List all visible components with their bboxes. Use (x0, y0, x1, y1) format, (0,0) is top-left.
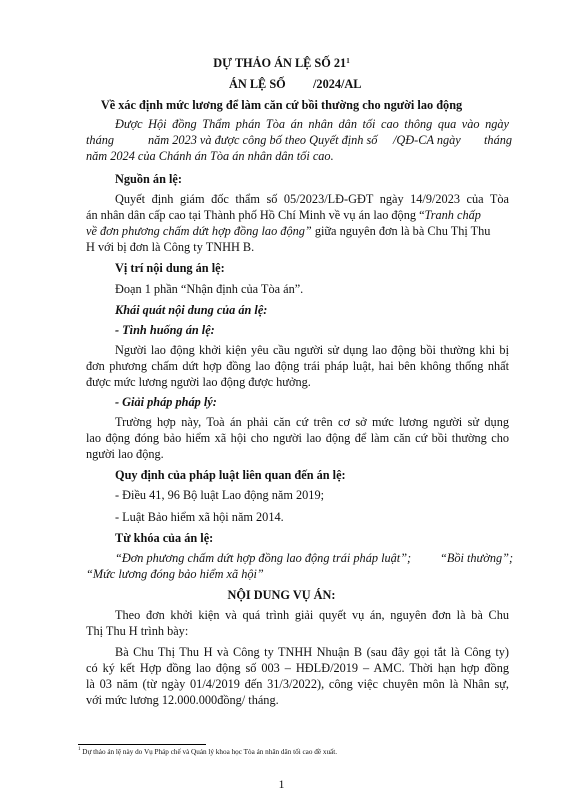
solution-line-1: Trường hợp này, Toà án phải căn cứ trên cơ sở mức lương người sử dụng (115, 415, 509, 429)
case-p2-line-2: có ký kết Hợp đồng lao động số 003 – HĐLĐ/2019 – AMC. Thời hạn hợp đồng (86, 661, 509, 675)
source-line-4: H với bị đơn là Công ty TNHH B. (86, 240, 255, 254)
law-item-1: - Điều 41, 96 Bộ luật Lao động năm 2019; (115, 488, 325, 502)
case-p1-line-1: Theo đơn khởi kiện và quá trình giải quyết vụ án, nguyên đơn là bà Chu (115, 608, 509, 622)
case-p2-line-1: Bà Chu Thị Thu H và Công ty TNHH Nhuận B (sau đây gọi tắt là Công ty) (115, 645, 509, 659)
case-p2-line-4: với mức lương 12.000.000đồng/ tháng. (86, 693, 279, 707)
source-line-1: Quyết định giám đốc thẩm số 05/2023/LĐ-GĐT ngày 14/9/2023 của Tòa (115, 192, 509, 206)
footnote-mark: 1 (78, 747, 81, 752)
draft-title: DỰ THẢO ÁN LỆ SỐ $21^1$ (213, 56, 350, 70)
intro-line-2c: /QĐ-CA ngày (393, 133, 461, 147)
case-p2-line-3: là 03 năm (từ ngày 01/4/2019 đến 31/3/2022), công việc chuyên môn là Nhân sự, (86, 677, 509, 691)
keywords-heading: Từ khóa của án lệ: (115, 531, 214, 545)
precedent-subject: Về xác định mức lương để làm căn cứ bồi thường cho người lao động (100, 98, 463, 112)
source-line-2: án nhân dân cấp cao tại Thành phố Hồ Chí Minh về vụ án lao động “Tranh chấp (86, 208, 481, 222)
situation-line-2: đơn phương chấm dứt hợp đồng lao động trái pháp luật, hai bên không thống nhất (86, 359, 509, 373)
intro-line-2b: năm 2023 và được công bố theo Quyết định số (148, 133, 378, 147)
position-heading: Vị trí nội dung án lệ: (115, 261, 225, 275)
source-heading: Nguồn án lệ: (115, 172, 182, 186)
intro-line-2a: tháng (86, 133, 115, 147)
solution-heading: - Giải pháp pháp lý: (115, 395, 217, 409)
position-text: Đoạn 1 phần “Nhận định của Tòa án”. (115, 282, 304, 296)
situation-line-1: Người lao động khởi kiện yêu cầu người sử dụng lao động bồi thường khi bị (115, 343, 509, 357)
footnote (78, 748, 337, 756)
situation-heading: - Tình huống án lệ: (115, 323, 215, 337)
precedent-number-left: ÁN LỆ SỐ (229, 77, 286, 91)
footnote-text: Dự thảo án lệ này do Vụ Pháp chế và Quản lý khoa học Tòa án nhân dân tối cao đề xuất. (80, 748, 338, 756)
intro-line-2d: tháng (484, 133, 513, 147)
summary-heading: Khái quát nội dung của án lệ: (115, 303, 268, 317)
source-line-3: về đơn phương chấm dứt hợp đồng lao động” giữa nguyên đơn là bà Chu Thị Thu (86, 224, 491, 238)
law-heading: Quy định của pháp luật liên quan đến án lệ: (115, 468, 346, 482)
keyword-3: “Mức lương đóng bảo hiểm xã hội” (86, 567, 264, 581)
case-p1-line-2: Thị Thu H trình bày: (86, 624, 189, 638)
footnote-ref: 1 (346, 57, 350, 65)
precedent-number-right: /2024/AL (313, 77, 362, 91)
keyword-1: “Đơn phương chấm dứt hợp đồng lao động trái pháp luật”; (115, 551, 412, 565)
keyword-2: “Bồi thường”; (440, 551, 514, 565)
situation-line-3: được mức lương người lao động được hưởng. (86, 375, 311, 389)
solution-line-3: người lao động. (86, 447, 164, 461)
intro-line-3: năm 2024 của Chánh án Tòa án nhân dân tối cao. (86, 149, 334, 163)
footnote-divider (78, 744, 206, 745)
page-number: 1 (278, 777, 285, 791)
case-heading: NỘI DUNG VỤ ÁN: (227, 588, 336, 602)
solution-line-2: lao động đóng bảo hiểm xã hội cho người lao động để làm căn cứ bồi thường cho (86, 431, 509, 445)
intro-line-1: Được Hội đồng Thẩm phán Tòa án nhân dân tối cao thông qua vào ngày (115, 117, 509, 131)
law-item-2: - Luật Bảo hiểm xã hội năm 2014. (115, 510, 284, 524)
